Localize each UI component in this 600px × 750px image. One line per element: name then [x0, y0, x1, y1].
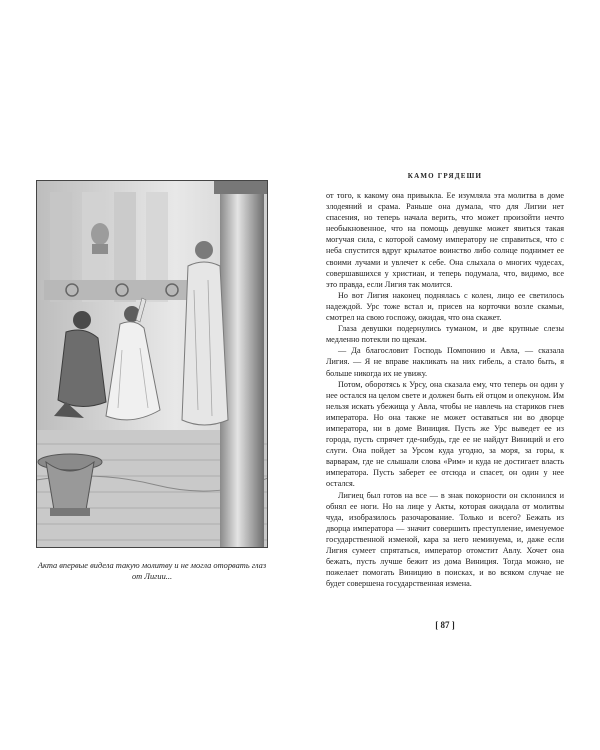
paragraph: Лигиец был готов на все — в знак покорности он склонился и обнял ее ноги. Но на лице у Акты, которая ожидала от молитвы чуда, изобразилось разочарование. Только и всего? Бежать из дворца императора — значит совершить преступление, именуемое государственной изменой, кара за него неминуема, и, даже если Лигия сумеет спрятаться, император отомстит Авлу. Хочет она бежать, пусть лучше бежит из дома Виниция. Тогда можно, не пожелает помогать Виницию в поисках, и во всяком случае не будет совершена государственная измена.: [326, 490, 564, 589]
illustration-caption: Акта впервые видела такую молитву и не могла оторвать глаз от Лигии...: [37, 561, 267, 581]
paragraph: Потом, оборотясь к Урсу, она сказала ему, что теперь он один у нее остался на целом свете и должен быть ей отцом и опекуном. Им нельзя искать убежища у Авла, чтобы не навлечь на стариков гнев императора. Но она также не может оставаться ни во дворце императора, ни в доме Виниция. Пусть же Урс выведет ее из города, пусть спрячет где-нибудь, где ее не найдут Виниций и его слуги. Она пойдет за Урсом куда угодно, за моря, за горы, к варварам, где не слышали слова «Рим» и куда не достигает власть императора. Пусть заберет ее отсюда и спасет, он один у нее остался.: [326, 379, 564, 489]
illustration-engraving: [36, 180, 268, 548]
paragraph: — Да благословит Господь Помпонию и Авла, — сказала Лигия. — Я не вправе накликать на них гибель, а стало быть, я больше никогда их не увижу.: [326, 346, 564, 378]
body-text: [326, 190, 564, 589]
paragraph: Глаза девушки подернулись туманом, и две крупные слезы медленно потекли по щекам.: [326, 324, 564, 345]
illustration: [36, 180, 268, 548]
running-head: КАМО ГРЯДЕШИ: [407, 172, 483, 180]
paragraph: Но вот Лигия наконец поднялась с колен, лицо ее светилось надеждой. Урс тоже встал и, присев на корточки возле скамьи, смотрел на свою госпожу, ожидая, что она скажет.: [326, 290, 564, 323]
paragraph: от того, к какому она привыкла. Ее изумляла эта молитва в доме злодеяний и срама. Раньше она думала, что для Лигии нет спасения, но теперь начала верить, что может произойти нечто необыкновенное, что на помощь девушке может явиться такая могучая сила, с которой самому императору не справиться, что с неба спустится вдруг крылатое воинство либо солнце поднимет ее своими лучами и увлечет к себе. Она слыхала о многих чудесах, совершавшихся у христиан, и теперь подумала, что, видимо, все это правда, если Лигия так молится.: [326, 191, 564, 289]
page-number: [ 87 ]: [435, 620, 455, 630]
